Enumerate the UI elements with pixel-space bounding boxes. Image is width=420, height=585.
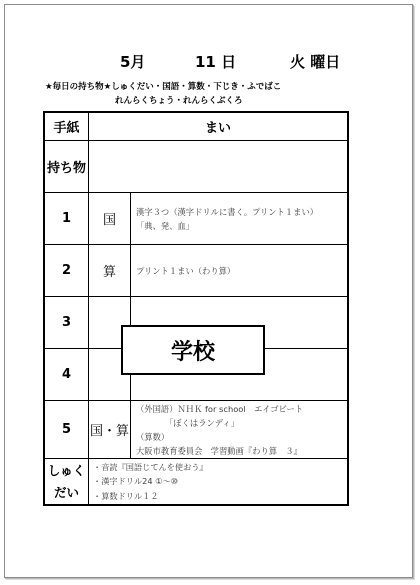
daily-items-note: ★毎日の持ち物★しゅくだい・国語・算数・下じき・ふでばこ	[45, 82, 282, 92]
period-2-number: 2	[61, 263, 72, 278]
period-5-note: 大阪市教育委員会 学習動画『わり算 ３』	[136, 445, 302, 456]
period-5-notes	[131, 401, 347, 459]
period-1-note: 「典、発、血」	[136, 220, 195, 231]
homework-label-cell	[45, 459, 89, 504]
homework-item: ・算数ドリル１２	[93, 490, 159, 501]
period-3-number: 3	[61, 315, 72, 330]
day-label: 11 日	[195, 53, 237, 71]
belongings-label: 持ち物	[46, 161, 86, 176]
period-5-note: （外国語）ＮＨＫ for school エイゴビート	[136, 403, 304, 414]
letters-label-cell	[45, 113, 89, 141]
letters-value: まい	[204, 121, 231, 136]
school-overlay-box	[121, 325, 265, 375]
belongings-value-cell	[89, 141, 347, 193]
period-1-subject: 国	[102, 213, 116, 228]
period-4-number: 4	[61, 367, 72, 382]
period-4-number-cell	[45, 349, 89, 401]
period-1-note: 漢字３つ（漢字ドリルに書く。プリント１まい）	[136, 206, 319, 217]
homework-label: しゅく	[47, 462, 86, 478]
period-5-number-cell	[45, 401, 89, 459]
period-5-subject-cell	[89, 401, 131, 459]
letters-label: 手紙	[53, 121, 80, 136]
period-1-number-cell	[45, 193, 89, 245]
schedule-table	[43, 111, 349, 506]
homework-item: ・音読『国語じてんを使おう』	[93, 461, 208, 472]
belongings-label-cell	[45, 141, 89, 193]
period-2-notes	[131, 245, 347, 297]
school-label: 学校	[170, 339, 215, 365]
period-2-note: プリント１まい（わり算）	[136, 265, 236, 276]
period-5-number: 5	[61, 422, 72, 437]
period-5-note: 「ぼくはランディ」	[165, 417, 240, 428]
daily-items-note-continued: れんらくちょう・れんらくぶくろ	[115, 96, 243, 106]
period-2-number-cell	[45, 245, 89, 297]
homework-label: だい	[53, 484, 79, 500]
period-5-note: （算数）	[136, 431, 170, 442]
period-2-subject-cell	[89, 245, 131, 297]
period-1-notes	[131, 193, 347, 245]
homework-item: ・漢字ドリル24 ①～⑩	[93, 476, 179, 487]
month-label: 5月	[120, 53, 146, 71]
period-1-subject-cell	[89, 193, 131, 245]
homework-items	[89, 459, 347, 504]
letters-value-cell	[89, 113, 347, 141]
period-2-subject: 算	[102, 265, 116, 280]
period-1-number: 1	[61, 211, 72, 226]
period-5-subject: 国・算	[89, 424, 129, 439]
weekday-label: 火 曜日	[290, 53, 341, 71]
period-3-number-cell	[45, 297, 89, 349]
